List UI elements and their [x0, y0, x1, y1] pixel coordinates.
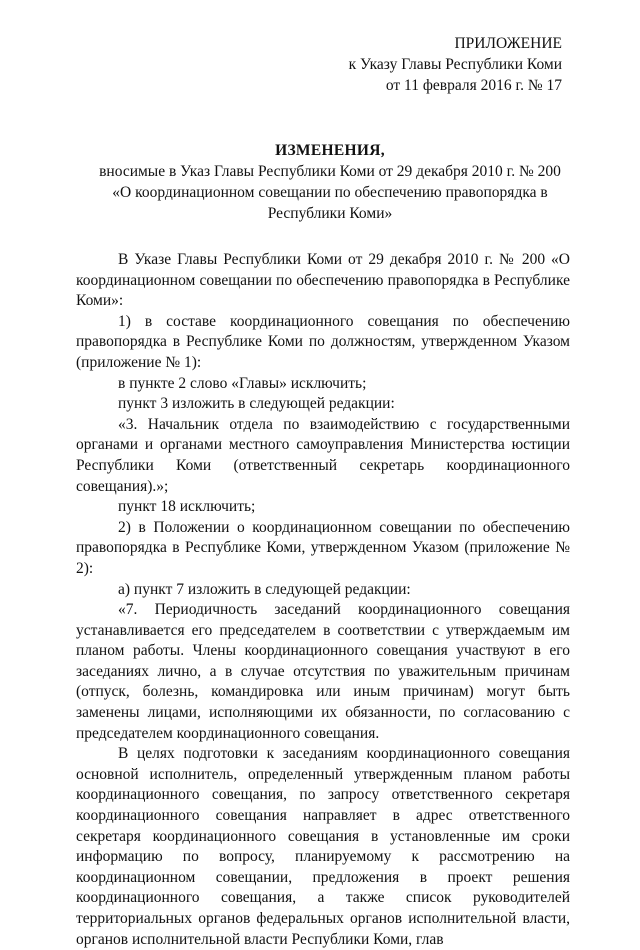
paragraph-point-7-text: «7. Периодичность заседаний координационного совещания устанавливается его председателем в соответствии с утверждаемым им планом работы. Члены координационного совещания участвуют в его заседаниях лично, а в случае отсутствия по уважительным причинам (отпуск, болезнь, командировка или иным причинам) могут быть заменены лицами, исполняющими их обязанности, по согласованию с председателем координационного совещания. — [76, 601, 570, 742]
appendix-header — [349, 33, 562, 96]
title-line-3: Республики Коми» — [267, 205, 393, 222]
paragraph-point-2: в пункте 2 слово «Главы» исключить; — [118, 374, 367, 392]
appendix-date: от 11 февраля 2016 г. № 17 — [385, 77, 562, 94]
title-heading: ИЗМЕНЕНИЯ, — [275, 142, 385, 159]
paragraph-item-1: 1) в составе координационного совещания по обеспечению правопорядка в Республике Коми по должностям, утвержденном Указом (приложение № 1): — [76, 312, 570, 371]
document-body — [76, 250, 570, 950]
appendix-decree-ref: к Указу Главы Республики Коми — [348, 56, 562, 73]
title-line-1: вносимые в Указ Главы Республики Коми от 29 декабря 2010 г. № 200 — [99, 163, 561, 180]
paragraph-subitem-a: а) пункт 7 изложить в следующей редакции: — [118, 580, 411, 598]
paragraph-preparation: В целях подготовки к заседаниям координационного совещания основной исполнитель, определенный утвержденным планом работы координационного совещания, по запросу ответственного секретаря координационного совещания направляет в адрес ответственного секретаря координационного совещания в установленные им сроки информацию по вопросу, планируемому к рассмотрению на координационном совещании, предложения в проект решения координационного совещания, а также список руководителей территориальных органов федеральных органов исполнительной власти, органов исполнительной власти Республики Коми, глав — [76, 745, 570, 948]
appendix-label: ПРИЛОЖЕНИЕ — [454, 35, 562, 52]
paragraph-point-18: пункт 18 исключить; — [118, 498, 256, 516]
document-title — [80, 140, 580, 224]
paragraph-point-3-intro: пункт 3 изложить в следующей редакции: — [118, 395, 395, 413]
paragraph-intro: В Указе Главы Республики Коми от 29 декабря 2010 г. № 200 «О координационном совещании по обеспечению правопорядка в Республике Коми»: — [76, 251, 570, 310]
paragraph-point-3-text: «3. Начальник отдела по взаимодействию с государственными органами и органами местного самоуправления Министерства юстиции Республики Коми (ответственный секретарь координационного совещания).»; — [76, 415, 570, 495]
paragraph-item-2: 2) в Положении о координационном совещании по обеспечению правопорядка в Республике Коми, утвержденном Указом (приложение № 2): — [76, 518, 570, 577]
title-line-2: «О координационном совещании по обеспечению правопорядка в — [112, 184, 548, 201]
